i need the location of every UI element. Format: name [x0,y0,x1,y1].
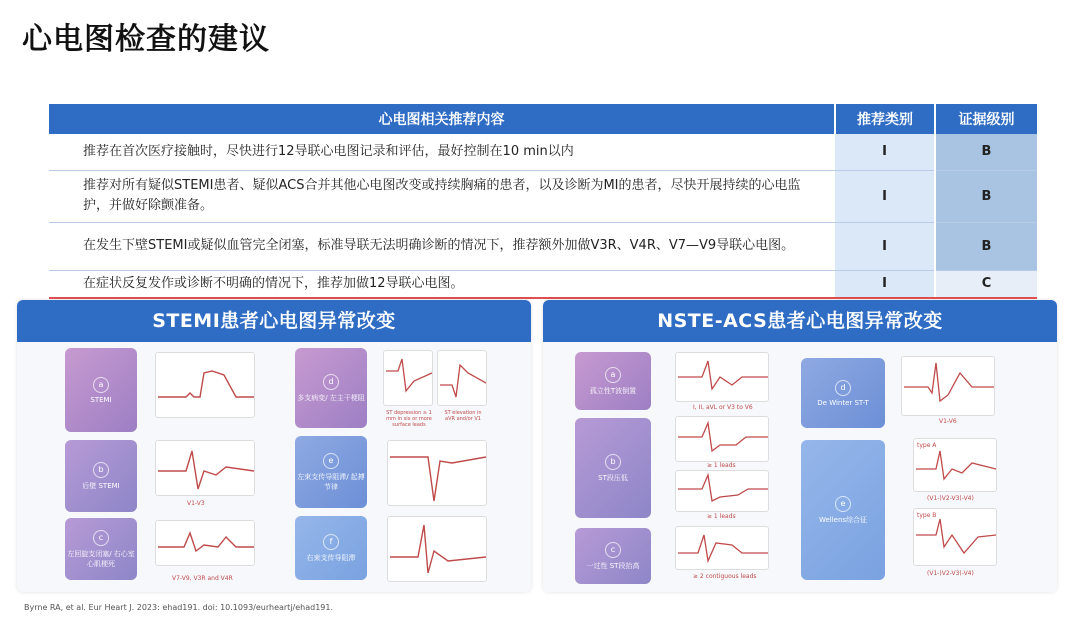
ecg-caption: I, II, aVL or V3 to V6 [693,404,753,411]
stemi-panel-title: STEMI患者心电图异常改变 [17,300,531,342]
table-header-row [49,104,1037,134]
ecg-caption: (V1-)V2-V3(-V4) [927,570,974,577]
lbbb-tile: e 左束支传导阻滞/ 起搏节律 [295,436,367,508]
stemi-tile: a STEMI [65,348,137,432]
ecg-strip [387,516,487,582]
page-title: 心电图检查的建议 [22,22,270,57]
transient-st-elevation-tile: c 一过性 ST段抬高 [575,528,651,584]
stemi-panel [17,300,531,592]
nste-acs-panel-title: NSTE-ACS患者心电图异常改变 [543,300,1057,342]
ecg-caption: ST depression ≥ 1 mm in six or more surface leads [386,410,432,428]
ecg-strip [675,416,769,462]
header-content: 心电图相关推荐内容 [49,104,835,134]
table-row [49,134,1037,170]
row-content: 推荐对所有疑似STEMI患者、疑似ACS合并其他心电图改变或持续胸痛的患者，以及诊断为MI的患者，尽快开展持续的心电监护，并做好除颤准备。 [49,170,835,222]
nste-acs-panel [543,300,1057,592]
ecg-strip [387,440,487,506]
multivessel-tile: d 多支病变/ 左主干梗阻 [295,348,367,428]
row-class: I [835,170,935,222]
ecg-caption: V1-V6 [939,418,957,425]
recommendation-table [49,104,1037,299]
ecg-strip [383,350,433,406]
ecg-caption: ST elevation in aVR and/or V1 [444,410,482,422]
row-level: B [935,222,1037,270]
ecg-strip [155,352,255,418]
row-level: B [935,134,1037,170]
ecg-strip [155,520,255,566]
ecg-caption: type A [917,442,937,449]
header-level: 证据级别 [935,104,1037,134]
ecg-caption: ≥ 1 leads [707,462,736,469]
header-class: 推荐类别 [835,104,935,134]
rbbb-tile: f 右束支传导阻滞 [295,516,367,580]
row-content: 在症状反复发作或诊断不明确的情况下，推荐加做12导联心电图。 [49,270,835,298]
st-depression-tile: b ST段压低 [575,418,651,518]
table-row [49,222,1037,270]
lcx-occlusion-tile: c 左回旋支闭塞/ 右心室心肌梗死 [65,518,137,580]
ecg-strip [675,526,769,570]
wellens-tile: e Wellens综合征 [801,440,885,580]
ecg-strip [437,350,487,406]
row-level: C [935,270,1037,298]
t-inversion-tile: a 孤立性T波倒置 [575,352,651,410]
ecg-strip [675,352,769,402]
ecg-caption: type B [917,512,937,519]
ecg-caption: V7-V9, V3R and V4R [172,575,233,582]
ecg-strip [901,356,995,416]
de-winter-tile: d De Winter ST-T [801,358,885,428]
citation-footnote: Byrne RA, et al. Eur Heart J. 2023: ehad191. doi: 10.1093/eurheartj/ehad191. [24,603,334,612]
row-content: 在发生下壁STEMI或疑似血管完全闭塞，标准导联无法明确诊断的情况下，推荐额外加做V3R、V4R、V7—V9导联心电图。 [49,222,835,270]
ecg-strip [155,440,255,496]
ecg-caption: ≥ 1 leads [707,513,736,520]
table-row [49,270,1037,298]
row-content: 推荐在首次医疗接触时，尽快进行12导联心电图记录和评估，最好控制在10 min以内 [49,134,835,170]
row-class: I [835,270,935,298]
table-row [49,170,1037,222]
ecg-caption: ≥ 2 contiguous leads [693,573,757,580]
row-class: I [835,134,935,170]
row-level: B [935,170,1037,222]
ecg-caption: (V1-)V2-V3(-V4) [927,495,974,502]
ecg-strip [675,470,769,512]
posterior-stemi-tile: b 后壁 STEMI [65,440,137,512]
ecg-caption: V1-V3 [187,500,205,507]
row-class: I [835,222,935,270]
